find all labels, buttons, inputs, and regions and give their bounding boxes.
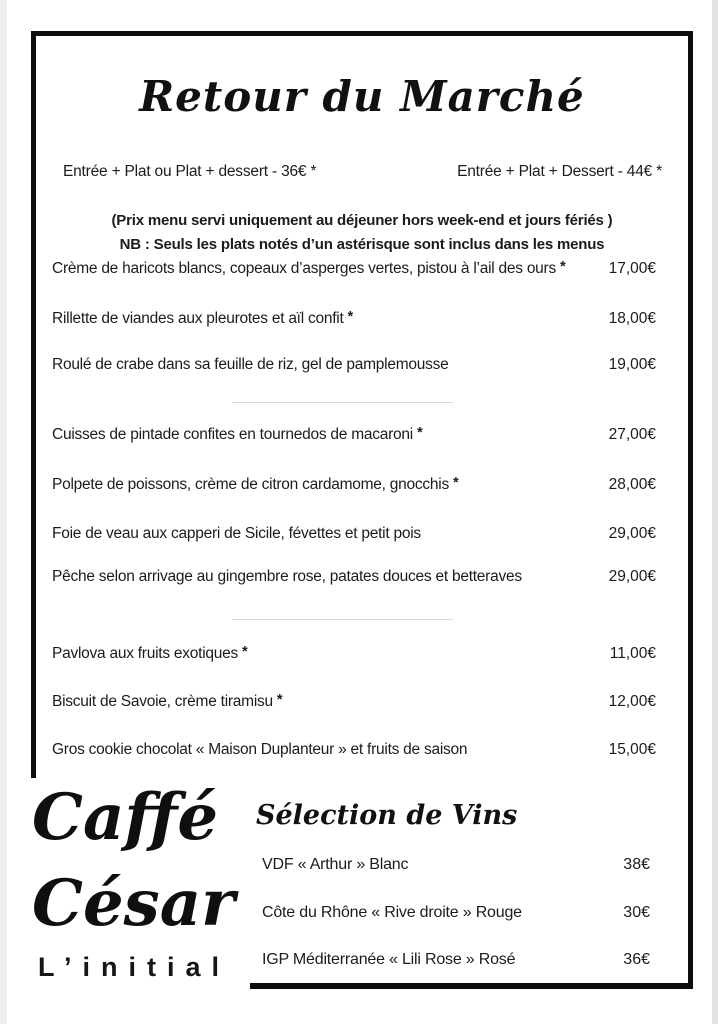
dish-row bbox=[52, 476, 656, 494]
wine-price: 30€ bbox=[623, 904, 650, 921]
dish-name: Cuisses de pintade confites en tournedos de macaroni * bbox=[52, 425, 423, 443]
wine-name: IGP Méditerranée « Lili Rose » Rosé bbox=[262, 951, 516, 968]
frame-border-left bbox=[31, 31, 36, 778]
wine-row bbox=[262, 904, 650, 922]
dish-name: Pêche selon arrivage au gingembre rose, patates douces et betteraves bbox=[52, 568, 522, 585]
dish-price: 28,00€ bbox=[608, 476, 656, 493]
dish-price: 17,00€ bbox=[608, 260, 656, 277]
menu-formulas bbox=[63, 163, 662, 181]
asterisk: * bbox=[559, 259, 566, 275]
formula-lunch: Entrée + Plat ou Plat + dessert - 36€ * bbox=[63, 163, 317, 180]
wine-name: VDF « Arthur » Blanc bbox=[262, 856, 409, 873]
dish-row bbox=[52, 693, 656, 711]
formula-full: Entrée + Plat + Dessert - 44€ * bbox=[457, 163, 662, 180]
section-divider bbox=[232, 402, 453, 403]
dish-name: Gros cookie chocolat « Maison Duplanteur » et fruits de saison bbox=[52, 741, 468, 758]
wine-name: Côte du Rhône « Rive droite » Rouge bbox=[262, 904, 522, 921]
logo-caffe: Caffé bbox=[32, 780, 219, 855]
dish-row bbox=[52, 741, 656, 759]
asterisk: * bbox=[452, 475, 459, 491]
frame-border-top bbox=[31, 31, 693, 36]
asterisk: * bbox=[276, 692, 283, 708]
frame-border-right bbox=[688, 31, 693, 988]
wine-section-heading: Sélection de Vins bbox=[256, 800, 518, 831]
dish-price: 15,00€ bbox=[608, 741, 656, 758]
dish-name: Rillette de viandes aux pleurotes et aïl confit * bbox=[52, 309, 354, 327]
page-edge-right bbox=[712, 0, 718, 1024]
page-edge-left bbox=[0, 0, 7, 1024]
section-divider bbox=[232, 619, 453, 620]
dish-row bbox=[52, 568, 656, 586]
dish-row bbox=[52, 356, 656, 374]
asterisk: * bbox=[416, 425, 423, 441]
dish-price: 27,00€ bbox=[608, 426, 656, 443]
dish-name: Roulé de crabe dans sa feuille de riz, gel de pamplemousse bbox=[52, 356, 449, 373]
asterisk: * bbox=[242, 644, 248, 660]
menu-notes bbox=[31, 209, 693, 257]
logo-initial: L’initial bbox=[38, 952, 231, 982]
dish-name: Polpete de poissons, crème de citron cardamome, gnocchis * bbox=[52, 475, 459, 493]
dish-row bbox=[52, 426, 656, 444]
logo-cesar: César bbox=[32, 866, 235, 941]
dish-row bbox=[52, 645, 656, 663]
dish-price: 11,00€ bbox=[609, 645, 656, 662]
asterisk: * bbox=[347, 309, 354, 325]
dish-row bbox=[52, 525, 656, 543]
dish-price: 29,00€ bbox=[608, 525, 656, 542]
dish-row bbox=[52, 310, 656, 328]
wine-row bbox=[262, 951, 650, 969]
dish-price: 18,00€ bbox=[608, 310, 656, 327]
dish-price: 12,00€ bbox=[608, 693, 656, 710]
wine-row bbox=[262, 856, 650, 874]
dish-name: Foie de veau aux capperi de Sicile, févettes et petit pois bbox=[52, 525, 421, 542]
dish-price: 19,00€ bbox=[608, 356, 656, 373]
wine-price: 36€ bbox=[623, 951, 650, 968]
menu-title: Retour du Marché bbox=[139, 72, 585, 121]
note-asterisque: NB : Seuls les plats notés d’un astérisque sont inclus dans les menus bbox=[119, 236, 605, 253]
dish-name: Biscuit de Savoie, crème tiramisu * bbox=[52, 692, 283, 710]
dish-name: Pavlova aux fruits exotiques * bbox=[52, 644, 248, 662]
frame-border-bottom bbox=[250, 983, 693, 989]
dish-price: 29,00€ bbox=[608, 568, 656, 585]
note-prix-menu: (Prix menu servi uniquement au déjeuner hors week-end et jours fériés ) bbox=[111, 212, 613, 229]
wine-price: 38€ bbox=[623, 856, 650, 873]
dish-name: Crème de haricots blancs, copeaux d’asperges vertes, pistou à l’ail des ours * bbox=[52, 259, 566, 277]
dish-row bbox=[52, 260, 656, 278]
